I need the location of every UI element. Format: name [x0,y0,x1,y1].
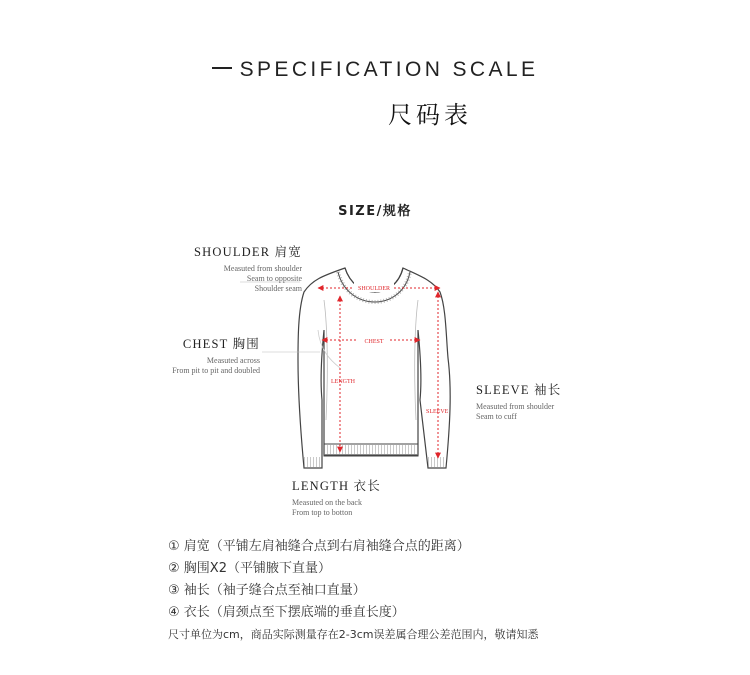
spec-title-text: SPECIFICATION SCALE [239,58,539,81]
shoulder-desc-1: Measuted from shoulder [223,264,302,273]
length-tag: LENGTH [331,379,355,385]
sleeve-desc-2: Seam to cuff [476,412,517,421]
size-title: SIZE/规格 [338,204,412,219]
note-chest: ② 胸围X2（平铺腋下直量） [168,561,331,576]
sleeve-desc-1: Measuted from shoulder [476,402,555,411]
shoulder-desc-2: Seam to opposite [246,274,302,283]
note-sleeve: ③ 袖长（袖子缝合点至袖口直量） [168,583,366,598]
disclaimer: 尺寸单位为cm，商品实际测量存在2-3cm误差属合理公差范围内，敬请知悉 [168,628,539,641]
shoulder-title: SHOULDER 肩宽 [194,245,302,259]
sleeve-tag: SLEEVE [426,409,449,415]
measurement-notes [168,536,728,642]
chest-desc-1: Measuted across [206,356,260,365]
spec-subtitle: 尺码表 [388,101,472,129]
note-length: ④ 衣长（肩颈点至下摆底端的垂直长度） [168,605,405,620]
sweater-outline-icon [298,268,450,468]
length-desc-1: Measuted on the back [292,498,362,507]
shoulder-desc-3: Shoulder seam [254,284,302,293]
chest-desc-2: From pit to pit and doubled [172,366,260,375]
chest-title: CHEST 胸围 [182,337,260,351]
length-title: LENGTH 衣长 [292,479,381,493]
sleeve-title: SLEEVE 袖长 [476,383,562,397]
note-shoulder: ① 肩宽（平铺左肩袖缝合点到右肩袖缝合点的距离） [168,539,470,554]
chest-tag: CHEST [364,339,384,345]
shoulder-tag: SHOULDER [357,286,391,292]
length-desc-2: From top to botton [292,508,353,517]
